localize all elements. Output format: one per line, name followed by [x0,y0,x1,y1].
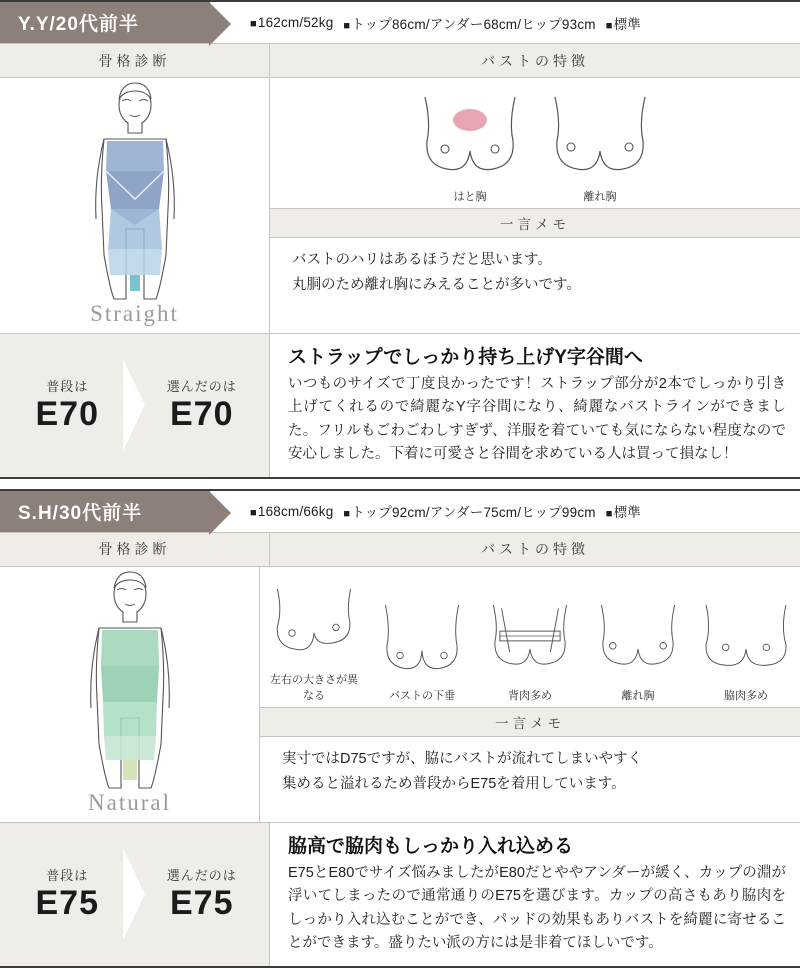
bust-panel-2 [260,567,800,822]
spec-item: ■標準 [605,16,641,32]
body-figure-panel-2 [0,567,260,822]
reviewer-name-1: Y.Y/20代前半 [0,2,210,43]
bust-feature-label: はと胸 [453,191,487,203]
bust-shape-icon-asymmetric [266,576,362,664]
usual-size-cell-1 [0,366,135,444]
chosen-size-value: E70 [170,395,234,434]
bust-shape-icon-hanarebune [541,89,659,181]
spec-item: ■トップ92cm/アンダー75cm/ヒップ99cm [343,505,596,521]
usual-size-label: 普段は [46,379,89,395]
size-comment-row-1 [0,333,800,479]
bust-feature-item [698,592,794,703]
bust-feature-item [590,592,686,703]
bust-shape-icon-hanarebune [590,592,686,680]
usual-size-value: E75 [35,884,99,923]
bust-shape-icon-back-fat [482,592,578,680]
usual-size-cell-2 [0,855,135,933]
spec-item: ■トップ86cm/アンダー68cm/ヒップ93cm [343,16,596,32]
column-headers-1 [0,44,800,78]
bust-feature-label: 背肉多め [508,689,552,702]
bust-shape-icon-hatomune [411,89,529,181]
memo-line: 実寸ではD75ですが、脇にバストが流れてしまいやすく [282,750,643,767]
figure-label-1: Straight [90,301,179,326]
square-bullet-icon: ■ [605,508,613,521]
bust-feature-label: 脇肉多め [724,689,768,702]
review-body-2 [0,567,800,822]
bust-shape-icon-sagging [374,592,470,680]
review-block-1 [0,0,800,479]
memo-body-1 [270,238,800,311]
size-box-1 [0,334,270,477]
memo-line: バストのハリはあるほうだと思います。 [292,252,552,268]
memo-body-2 [260,737,800,810]
square-bullet-icon: ■ [343,19,351,32]
chosen-size-label: 選んだのは [166,868,237,884]
bust-panel-1 [270,78,800,333]
spec-item: ■標準 [605,505,641,521]
review-body-1 [0,78,800,333]
memo-header-2: 一言メモ [260,707,800,737]
comment-text-1: いつものサイズで丁度良かったです！ストラップ部分が2本でしっかり引き上げてくれるので綺麗なY字谷間になり、綺麗なバストラインができました。フリルもごわごわしすぎず、洋服を着ていても気にならない程度なので安心しました。下着に可愛さと谷間を求めている人は買って損なし！ [288,376,786,463]
bust-feature-label: 離れ胸 [621,689,655,702]
memo-line: 集めると溢れるため普段からE75を着用しています。 [282,776,626,793]
body-figure-illustration-straight [60,79,210,301]
bust-shape-icon-side-fat [698,592,794,680]
bust-feature-label: バストの下垂 [389,689,455,702]
block-divider [0,479,800,489]
figure-label-2: Natural [88,789,171,815]
bust-feature-header-2: バストの特徴 [270,533,800,567]
bust-feature-label: 離れ胸 [583,191,617,203]
comment-box-2 [270,823,800,966]
bust-diagram-2 [260,567,800,707]
usual-size-value: E70 [35,395,99,434]
spec-item: ■162cm/52kg [250,15,334,30]
review-header-2 [0,489,800,533]
bust-feature-item [266,576,362,703]
square-bullet-icon: ■ [250,506,257,519]
skeleton-diagnosis-header-1: 骨格診断 [0,44,270,78]
bust-feature-label: 左右の大きさが異なる [270,673,358,702]
spec-item: ■168cm/66kg [250,503,334,519]
square-bullet-icon: ■ [250,18,257,30]
comment-text-2: E75とE80でサイズ悩みましたがE80だとややアンダーが緩く、カップの淵が浮いてしまったので通常通りのE75を選びます。カップの高さもあり脇肉をしっかり入れ込むことができ、パッドの効果もありバストを綺麗に寄せることができます。盛りたい派の方には是非着てほしいです。 [288,864,786,952]
review-block-2 [0,489,800,968]
chosen-size-cell-1 [135,366,270,444]
comment-box-1 [270,334,800,477]
bust-feature-item [411,89,529,204]
usual-size-label: 普段は [46,868,89,884]
comment-title-1: ストラップでしっかり持ち上げY字谷間へ [288,347,643,368]
bust-feature-item [374,592,470,703]
memo-header-1: 一言メモ [270,208,800,238]
column-headers-2 [0,533,800,567]
size-box-2 [0,823,270,966]
square-bullet-icon: ■ [343,508,351,521]
review-header-1 [0,0,800,44]
arrow-right-icon [123,334,147,477]
bust-feature-header-1: バストの特徴 [270,44,800,78]
bust-diagram-1 [270,78,800,208]
chosen-size-cell-2 [135,855,270,933]
reviewer-name-2: S.H/30代前半 [0,491,210,532]
reviewer-specs-2 [210,491,800,532]
skeleton-diagnosis-header-2: 骨格診断 [0,533,270,567]
comment-title-2: 脇高で脇肉もしっかり入れ込める [288,835,574,857]
square-bullet-icon: ■ [605,19,613,32]
chosen-size-label: 選んだのは [166,379,237,395]
chosen-size-value: E75 [170,884,234,923]
body-figure-illustration-natural [55,568,205,790]
bust-feature-item [541,89,659,204]
bust-feature-item [482,592,578,703]
reviewer-specs-1 [210,2,800,43]
memo-line: 丸胴のため離れ胸にみえることが多いです。 [292,277,581,294]
body-figure-panel-1 [0,78,270,333]
arrow-right-icon [123,823,147,966]
size-comment-row-2 [0,822,800,968]
